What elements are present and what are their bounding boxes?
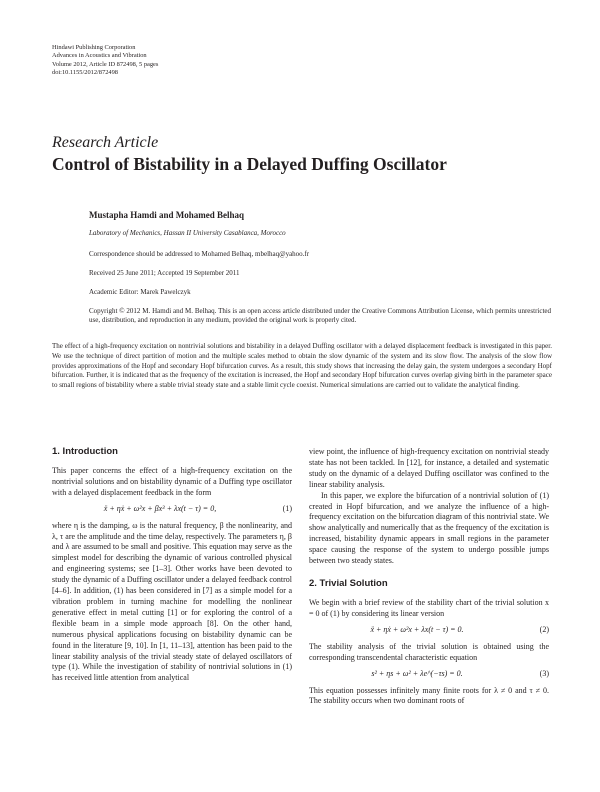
equation-2 <box>309 623 549 639</box>
intro-paragraph-4: In this paper, we explore the bifurcation of a nontrivial solution of (1) created in Hopf bifurcation, and we analyze the influence of a high-frequency excitation on the bifurcation diagram of this nontrivial state. We show analytically and numerically that as the frequency of the excitation is increased, bistability dynamic appears in small regions in the parameter space causing the response of the system to undergo possible jumps between two steady states. <box>309 490 549 566</box>
article-type: Research Article <box>52 134 159 151</box>
right-column <box>309 447 549 707</box>
equation-2-number: (2) <box>539 624 549 634</box>
intro-paragraph-1: This paper concerns the effect of a high-frequency excitation on the nontrivial solutions and on bistability dynamic of a Duffing type oscillator with a delayed displacement feedback in the form <box>52 465 292 497</box>
equation-1-number: (1) <box>282 503 292 513</box>
trivial-paragraph-2: The stability analysis of the trivial solution is obtained using the corresponding transcendental characteristic equation <box>309 641 549 662</box>
intro-paragraph-3: view point, the influence of high-frequency excitation on nontrivial steady state has not been tackled. In [12], for instance, a detailed and systematic study on the dynamic of a delayed Duffing oscillator was confined to the linear stability analysis. <box>309 447 549 489</box>
academic-editor: Academic Editor: Marek Pawelczyk <box>89 288 191 296</box>
authors: Mustapha Hamdi and Mohamed Belhaq <box>89 210 245 220</box>
journal-name: Advances in Acoustics and Vibration <box>52 52 147 60</box>
intro-paragraph-2: where η is the damping, ω is the natural frequency, β the nonlinearity, and λ, τ are the amplitude and the time delay, respectively. The parameters η, β and λ are assumed to be small and positive. This equation may serve as the simplest model for describing the dynamic of various controlled physical and engineering systems; see [1–3]. Other works have been devoted to study the dynamic of a Duffing oscillator under a delayed feedback control [4–6]. In addition, (1) has been considered in [7] as a simple model for a vibration problem in turning machine for modelling the nonlinear generative effect in metal cutting [1] or for exploring the control of a flexible beam in a simple mode approach [8]. On the other hand, numerous physical applications focusing on bistability dynamic can be found in the literature [9, 10]. In [1, 11–13], attention has been paid to the linear stability analysis of the trivial steady state of delayed oscillators of type (1). While the investigation of stability of nontrivial solutions in (1) has received little attention from analytical <box>52 520 292 683</box>
publisher: Hindawi Publishing Corporation <box>52 44 136 51</box>
section-heading-introduction: 1. Introduction <box>52 446 118 457</box>
article-title: Control of Bistability in a Delayed Duffing Oscillator <box>52 154 447 174</box>
abstract: The effect of a high-frequency excitation on nontrivial solutions and bistability in a delayed Duffing oscillator with a delayed displacement feedback is investigated in this paper. We use the technique of direct partition of motion and the multiple scales method to obtain the slow dynamic of the system and its slow flow. The analysis of the slow flow provides approximations of the Hopf and secondary Hopf bifurcation curves. As a result, this study shows that increasing the delay gain, the system undergoes a secondary Hopf bifurcation. Further, it is indicated that as the frequency of the excitation is increased, the Hopf and secondary Hopf bifurcation curves overlap giving birth in the parameter space to small regions of bistability where a stable trivial steady state and a stable limit cycle coexist. Numerical simulations are carried out to validate the analytical finding. <box>52 342 552 390</box>
copyright-notice: Copyright © 2012 M. Hamdi and M. Belhaq. This is an open access article distributed under the Creative Commons Attribution License, which permits unrestricted use, distribution, and reproduction in any medium, provided the original work is properly cited. <box>89 307 551 325</box>
journal-header <box>52 44 158 78</box>
left-column <box>52 447 292 684</box>
equation-3 <box>309 667 549 683</box>
equation-1-body: ẍ + ηẋ + ω²x + βx³ + λx(t − τ) = 0, <box>103 503 217 513</box>
equation-3-number: (3) <box>539 668 549 678</box>
affiliation: Laboratory of Mechanics, Hassan II University Casablanca, Morocco <box>89 229 286 237</box>
equation-2-body: ẍ + ηẋ + ω²x + λx(t − τ) = 0. <box>370 624 464 634</box>
equation-1 <box>52 502 292 518</box>
trivial-paragraph-3: This equation possesses infinitely many finite roots for λ ≠ 0 and τ ≠ 0. The stability occurs when two dominant roots of <box>309 685 549 706</box>
doi[interactable]: doi:10.1155/2012/872498 <box>52 69 118 77</box>
volume-info: Volume 2012, Article ID 872498, 5 pages <box>52 60 159 68</box>
section-heading-trivial-solution: 2. Trivial Solution <box>309 577 388 589</box>
correspondence: Correspondence should be addressed to Mohamed Belhaq, mbelhaq@yahoo.fr <box>89 250 310 258</box>
dates: Received 25 June 2011; Accepted 19 September 2011 <box>89 269 240 277</box>
equation-3-body: s² + ηs + ω² + λe^(−τs) = 0. <box>371 668 463 678</box>
trivial-paragraph-1: We begin with a brief review of the stability chart of the trivial solution x = 0 of (1) by considering its linear version <box>309 597 549 618</box>
